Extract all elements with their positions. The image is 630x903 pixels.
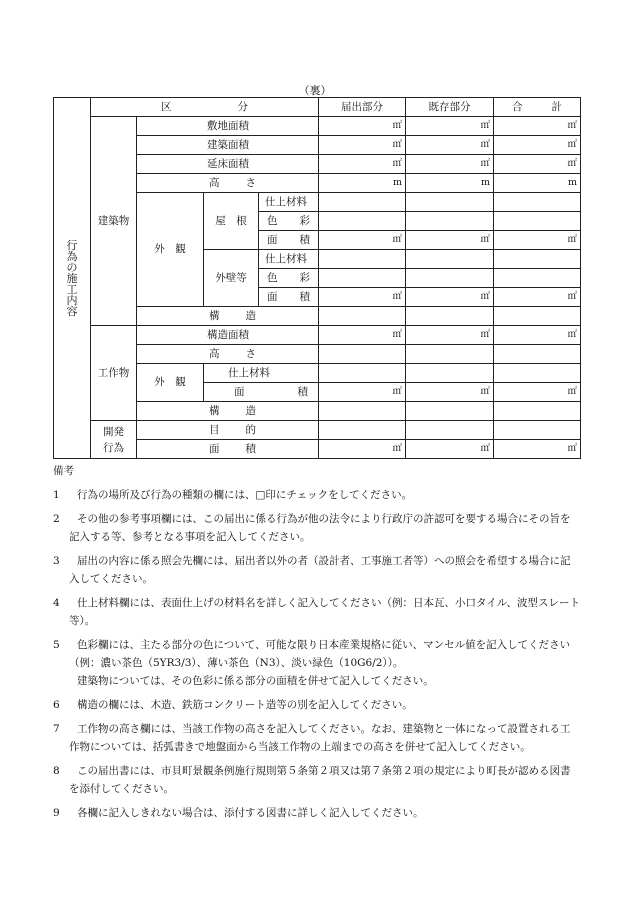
unit-cell[interactable]: ㎡ [319, 136, 406, 155]
value-cell[interactable] [319, 421, 406, 440]
value-cell[interactable] [319, 345, 406, 364]
unit-cell[interactable]: ㎡ [494, 288, 581, 307]
unit-cell[interactable]: m [319, 174, 406, 193]
unit-cell[interactable]: ㎡ [406, 326, 494, 345]
note-item: 4 仕上材料欄には、表面仕上げの材料名を詳しく記入してください（例：日本瓦、小口タイル、波型スレート等）。 [53, 597, 580, 627]
struct-area-row [54, 326, 581, 345]
struct-height-label: 高 さ [137, 345, 319, 364]
value-cell[interactable] [494, 193, 581, 212]
struct-exterior-label: 外 観 [137, 364, 204, 402]
note-item: 6 構造の欄には、木造、鉄筋コンクリート造等の別を記入してください。 [53, 699, 413, 711]
site-area-row [54, 117, 581, 136]
development-label: 開発 行為 [91, 421, 137, 459]
unit-cell[interactable]: ㎡ [406, 288, 494, 307]
category-header: 区 分 [91, 98, 319, 117]
value-cell[interactable] [494, 250, 581, 269]
unit-cell[interactable]: ㎡ [494, 117, 581, 136]
new-part-header: 届出部分 [319, 98, 406, 117]
roof-label: 屋 根 [204, 193, 259, 250]
note-item: 1 行為の場所及び行為の種類の欄には、□印にチェックをしてください。 [53, 489, 413, 501]
value-cell[interactable] [319, 307, 406, 326]
unit-cell[interactable]: ㎡ [406, 383, 494, 402]
note-item: 3 届出の内容に係る照会先欄には、届出者以外の者（設計者、工事施工者等）への照会を希望する場合に記入してください。 [53, 555, 571, 585]
value-cell[interactable] [406, 269, 494, 288]
value-cell[interactable] [494, 269, 581, 288]
wall-color-label: 色 彩 [259, 269, 319, 288]
unit-cell[interactable]: ㎡ [406, 117, 494, 136]
notes-section [53, 462, 580, 828]
note-item: 2 その他の参考事項欄には、この届出に係る行為が他の法令により行政庁の許認可を要する場合にその旨を記入する等、参考となる事項を記入してください。 [53, 513, 571, 543]
construction-details-table [53, 97, 581, 459]
note-subtext: 建築物については、その色彩に係る部分の面積を併せて記入してください。 [77, 675, 434, 687]
unit-cell[interactable]: ㎡ [319, 117, 406, 136]
value-cell[interactable] [319, 212, 406, 231]
unit-cell[interactable]: ㎡ [319, 231, 406, 250]
note-item: 7 工作物の高さ欄には、当該工作物の高さを記入してください。なお、建築物と一体になって設置される工作物については、括弧書きで地盤面から当該工作物の上端までの高さを併せて記入してください。 [53, 723, 571, 753]
value-cell[interactable] [494, 421, 581, 440]
roof-area-label: 面 積 [259, 231, 319, 250]
unit-cell[interactable]: ㎡ [494, 136, 581, 155]
value-cell[interactable] [406, 307, 494, 326]
building-area-label: 建築面積 [137, 136, 319, 155]
struct-area2-label: 面 積 [204, 383, 319, 402]
roof-finish-material-label: 仕上材料 [259, 193, 319, 212]
struct-finish-material-label: 仕上材料 [204, 364, 319, 383]
struct-area-label: 構造面積 [137, 326, 319, 345]
value-cell[interactable] [406, 421, 494, 440]
value-cell[interactable] [494, 364, 581, 383]
value-cell[interactable] [319, 250, 406, 269]
value-cell[interactable] [494, 345, 581, 364]
header-row [54, 98, 581, 117]
total-header: 合 計 [494, 98, 581, 117]
value-cell[interactable] [406, 364, 494, 383]
building-height-label: 高 さ [137, 174, 319, 193]
value-cell[interactable] [406, 193, 494, 212]
unit-cell[interactable]: ㎡ [494, 155, 581, 174]
unit-cell[interactable]: ㎡ [406, 440, 494, 459]
value-cell[interactable] [406, 402, 494, 421]
note-item: 9 各欄に記入しきれない場合は、添付する図書に詳しく記入してください。 [53, 807, 424, 819]
notes-title: 備考 [53, 465, 74, 477]
page-side-label: （裏） [298, 84, 332, 97]
wall-finish-material-label: 仕上材料 [259, 250, 319, 269]
unit-cell[interactable]: ㎡ [494, 383, 581, 402]
dev-area-label: 面 積 [137, 440, 319, 459]
value-cell[interactable] [406, 212, 494, 231]
floor-area-label: 延床面積 [137, 155, 319, 174]
unit-cell[interactable]: ㎡ [406, 136, 494, 155]
value-cell[interactable] [494, 212, 581, 231]
structure-object-label: 工作物 [91, 326, 137, 421]
building-structure-label: 構 造 [137, 307, 319, 326]
value-cell[interactable] [319, 269, 406, 288]
existing-part-header: 既存部分 [406, 98, 494, 117]
note-item: 5 色彩欄には、主たる部分の色について、可能な限り日本産業規格に従い、マンセル値を記入してください（例：濃い茶色（5YR3/3）、薄い茶色（N3）、淡い緑色（10G6/2））。 [53, 639, 571, 669]
value-cell[interactable] [319, 402, 406, 421]
value-cell[interactable] [494, 307, 581, 326]
value-cell[interactable] [319, 193, 406, 212]
wall-label: 外壁等 [204, 250, 259, 307]
note-item: 8 この届出書には、市貝町景観条例施行規則第５条第２項又は第７条第２項の規定により町長が認める図書を添付してください。 [53, 765, 571, 795]
unit-cell[interactable]: m [494, 174, 581, 193]
struct-structure-label: 構 造 [137, 402, 319, 421]
value-cell[interactable] [319, 364, 406, 383]
value-cell[interactable] [406, 345, 494, 364]
roof-color-label: 色 彩 [259, 212, 319, 231]
dev-purpose-label: 目 的 [137, 421, 319, 440]
wall-area-label: 面 積 [259, 288, 319, 307]
dev-purpose-row [54, 421, 581, 440]
unit-cell[interactable]: ㎡ [319, 440, 406, 459]
site-area-label: 敷地面積 [137, 117, 319, 136]
section-title-cell: 行 為 の 施 工 内 容 [54, 98, 91, 459]
unit-cell[interactable]: ㎡ [406, 231, 494, 250]
unit-cell[interactable]: ㎡ [319, 288, 406, 307]
unit-cell[interactable]: ㎡ [494, 326, 581, 345]
building-exterior-label: 外 観 [137, 193, 204, 307]
unit-cell[interactable]: ㎡ [406, 155, 494, 174]
value-cell[interactable] [494, 402, 581, 421]
unit-cell[interactable]: ㎡ [319, 383, 406, 402]
unit-cell[interactable]: ㎡ [494, 440, 581, 459]
unit-cell[interactable]: ㎡ [319, 326, 406, 345]
unit-cell[interactable]: m [406, 174, 494, 193]
building-label: 建築物 [91, 117, 137, 326]
unit-cell[interactable]: ㎡ [319, 155, 406, 174]
value-cell[interactable] [406, 250, 494, 269]
unit-cell[interactable]: ㎡ [494, 231, 581, 250]
